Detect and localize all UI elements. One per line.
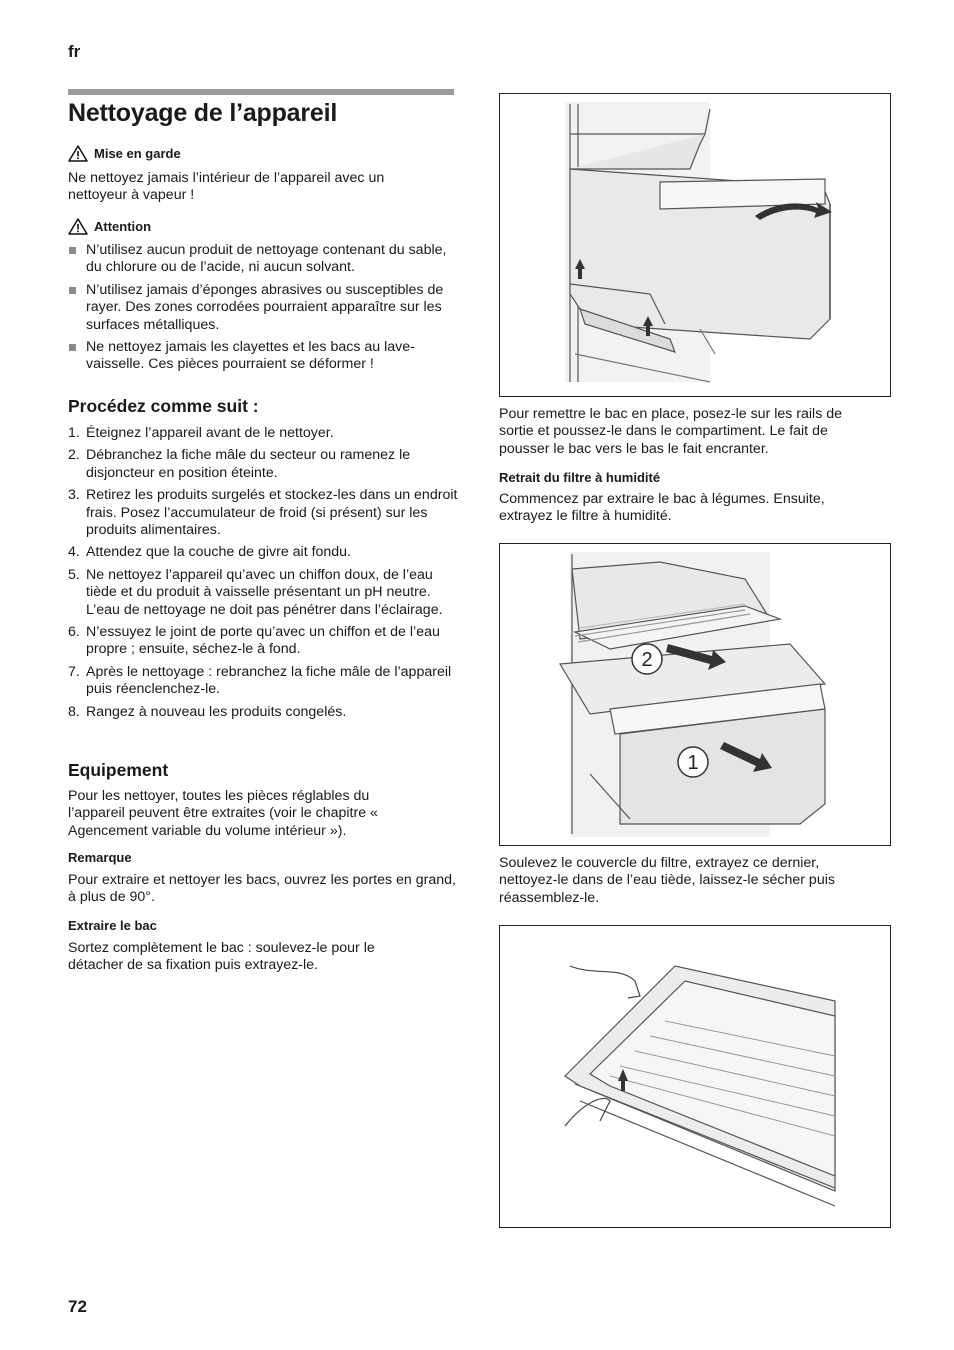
- attention-list: [68, 242, 458, 374]
- warning-triangle-icon: [68, 145, 88, 162]
- filter-text: Commencez par extraire le bac à légumes. Ensuite, extrayez le filtre à humidité.: [499, 491, 825, 525]
- step-2-label: 2: [641, 649, 653, 671]
- equipment-heading: Equipement: [68, 760, 169, 780]
- refit-text: Pour remettre le bac en place, posez-le sur les rails de sortie et poussez-le dans le compartiment. Le fait de pousser le bac vers le bas le fait encranter.: [499, 406, 843, 457]
- attention-label: Attention: [94, 219, 152, 234]
- drawer-removal-illustration: [500, 94, 890, 396]
- filter-label: Retrait du filtre à humidité: [499, 470, 661, 485]
- list-item: 7. Après le nettoyage : rebranchez la fiche mâle de l’appareil puis réenclenchez-le.: [68, 663, 452, 698]
- note-text: Pour extraire et nettoyer les bacs, ouvrez les portes en grand, à plus de 90°.: [68, 872, 456, 906]
- remove-text: Sortez complètement le bac : soulevez-le pour le détacher de sa fixation puis extrayez-le.: [68, 940, 375, 974]
- figure-filter-removal: [499, 543, 891, 846]
- filter-cover-illustration: [500, 926, 890, 1227]
- page-number: 72: [68, 1297, 87, 1316]
- list-item: 3. Retirez les produits surgelés et stockez-les dans un endroit frais. Posez l’accumulateur de froid (si présent) sur les produits alimentaires.: [68, 487, 458, 539]
- list-item: 5. Ne nettoyez l’appareil qu’avec un chiffon doux, de l’eau tiède et du produit à vaisselle présentant un pH neutre. L’eau de nettoyage ne doit pas pénétrer dans l’éclairage.: [68, 566, 443, 618]
- list-item: 1. Éteignez l’appareil avant de le nettoyer.: [68, 425, 334, 441]
- list-item: 6. N’essuyez le joint de porte qu’avec un chiffon et de l’eau propre ; ensuite, séchez-le à fond.: [68, 624, 440, 658]
- step-1-label: 1: [687, 752, 699, 774]
- lift-text: Soulevez le couvercle du filtre, extrayez ce dernier, nettoyez-le dans de l’eau tiède, laissez-le sécher puis réassemblez-le.: [499, 855, 835, 906]
- list-item: 2. Débranchez la fiche mâle du secteur ou ramenez le disjoncteur en position éteinte.: [68, 447, 411, 481]
- list-item: N’utilisez aucun produit de nettoyage contenant du sable, du chlorure ou de l’acide, ni aucun solvant.: [68, 242, 458, 277]
- section-rule: [68, 89, 454, 95]
- remove-label: Extraire le bac: [68, 918, 157, 933]
- attention-block: [68, 218, 458, 379]
- figure-drawer-removal: [499, 93, 891, 397]
- language-code: fr: [68, 42, 81, 61]
- list-item: Ne nettoyez jamais les clayettes et les bacs au lave-vaisselle. Ces pièces pourraient se déformer !: [68, 339, 458, 374]
- warning-heading: [68, 145, 458, 162]
- warning-triangle-icon: [68, 218, 88, 235]
- procedure-steps: [68, 425, 458, 726]
- procedure-heading: Procédez comme suit :: [68, 396, 259, 416]
- warning-block: [68, 145, 458, 205]
- warning-label: Mise en garde: [94, 146, 181, 161]
- note-label: Remarque: [68, 850, 132, 865]
- list-item: N’utilisez jamais d’éponges abrasives ou susceptibles de rayer. Des zones corrodées pourraient apparaître sur les surfaces métalliques.: [68, 282, 458, 334]
- figure-filter-cover: [499, 925, 891, 1228]
- warning-text: Ne nettoyez jamais l’intérieur de l’appareil avec un nettoyeur à vapeur !: [68, 170, 385, 204]
- page-title: Nettoyage de l’appareil: [68, 99, 338, 127]
- list-item: 8. Rangez à nouveau les produits congelés.: [68, 703, 347, 720]
- attention-heading: [68, 218, 458, 235]
- equipment-intro: Pour les nettoyer, toutes les pièces réglables du l’appareil peuvent être extraites (voir le chapitre « Agencement variable du volume intérieur »).: [68, 788, 378, 839]
- filter-removal-illustration: [500, 544, 890, 845]
- list-item: 4. Attendez que la couche de givre ait fondu.: [68, 544, 352, 561]
